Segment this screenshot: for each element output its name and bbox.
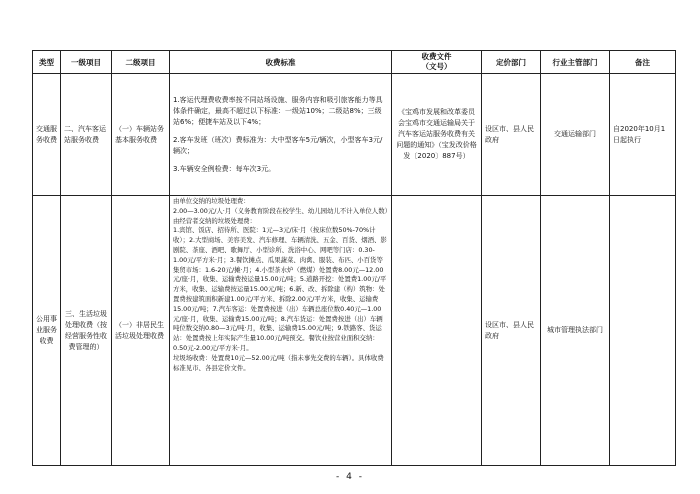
header-authority: 行业主管部门 — [541, 51, 610, 74]
standard-item: 2.00—3.00元/人·月（义务教育阶段在校学生、幼儿园幼儿不计入单位人数） — [173, 206, 391, 215]
cell-remark — [610, 196, 676, 466]
cell-level2: （一）车辆站务基本服务收费 — [112, 74, 170, 196]
cell-type: 交通服务收费 — [33, 74, 61, 196]
standard-item: 1.宾馆、饭店、招待所、医院：1元—3元/床·月（按床位数50%-70%计收）；2.大型商场、美容美发、汽车修理、车辆清洗、五金、百货、烟酒、影剧院、茶座、酒吧、歌舞厅、小型诊所、洗浴中心、网吧等门店：0.30-1.00元/平方米·月；3.餐饮摊点、瓜果蔬菜、肉禽、服装、布匹、小百货等集贸市场：1.6-20元/摊·月；4.小型茶水炉（燃煤）处置费8.00元—12.00元/座·月，收集、运输费按运量15.00元/吨；5.道路开挖：处置费1.00元/平方米，收集、运输费按运量15.00元/吨；6.新、改、拆除建（构）筑物：处置费按建筑面积新建1.00元/平方米、拆除2.00元/平方米，收集、运输费15.00元/吨；7.汽车客运：处置费按进（出）车辆总座位数0.40元—1.00元/座·月，收集、运输费15.00元/吨；8.汽车货运：处置费按进（出）车辆吨位数交纳0.80—3元/吨·月，收集、运输费15.00元/吨；9.铁路客、货运站：处置费按上年实际产生量10.00元/吨预交。餐饮业按营业面积交纳：0.50元-2.00元/平方米·月。 — [173, 226, 387, 352]
header-type: 类型 — [33, 51, 61, 74]
cell-doc — [392, 196, 482, 466]
header-doc: 收费文件 （文号） — [392, 51, 482, 74]
header-remark: 备注 — [610, 51, 676, 74]
cell-standard — [170, 196, 392, 466]
cell-pricing: 设区市、县人民政府 — [482, 74, 541, 196]
cell-authority: 交通运输部门 — [541, 74, 610, 196]
header-level1: 一级项目 — [61, 51, 112, 74]
cell-type: 公用事业服务收费 — [33, 196, 61, 466]
standard-item: 由经营者交纳的垃圾处理费： — [173, 216, 257, 225]
header-row — [33, 51, 676, 74]
cell-pricing: 设区市、县人民政府 — [482, 196, 541, 466]
cell-level1: 三、生活垃圾处理收费（按经营服务性收费管理的） — [61, 196, 112, 466]
table-row — [33, 196, 676, 466]
standard-item: 2.客车发班（班次）费标准为：大中型客车5元/辆次，小型客车3元/辆次； — [173, 135, 383, 155]
standard-item: 1.客运代理费收费率按不同站场设施、服务内容和吸引旅客能力等具体条件确定，最高不超过以下标准：一级站10%；二级站8%；三级站6%；便捷车站及以下4%； — [173, 95, 383, 126]
cell-authority: 城市管理执法部门 — [541, 196, 610, 466]
standard-item: 3.车辆安全例检费：每车次3元。 — [173, 164, 276, 173]
cell-doc: 《宝鸡市发展和改革委员会宝鸡市交通运输局关于汽车客运站服务收费有关问题的通知》（宝发改价格发〔2020〕887号） — [392, 74, 482, 196]
header-pricing: 定价部门 — [482, 51, 541, 74]
table-row — [33, 74, 676, 196]
header-standard: 收费标准 — [170, 51, 392, 74]
header-level2: 二级项目 — [112, 51, 170, 74]
standard-item: 垃圾场收费：处置费10元—52.00元/吨（指未事先交费的车辆）。具体收费标准见市、各县定价文件。 — [173, 353, 384, 372]
cell-remark: 自2020年10月1日起执行 — [610, 74, 676, 196]
cell-standard — [170, 74, 392, 196]
page-number: - 4 - — [336, 472, 364, 482]
cell-level2: （一）非居民生活垃圾处理收费 — [112, 196, 170, 466]
cell-level1: 二、汽车客运站服务收费 — [61, 74, 112, 196]
standard-item: 由单位交纳的垃圾处理费： — [173, 197, 250, 205]
fee-table — [32, 50, 676, 466]
